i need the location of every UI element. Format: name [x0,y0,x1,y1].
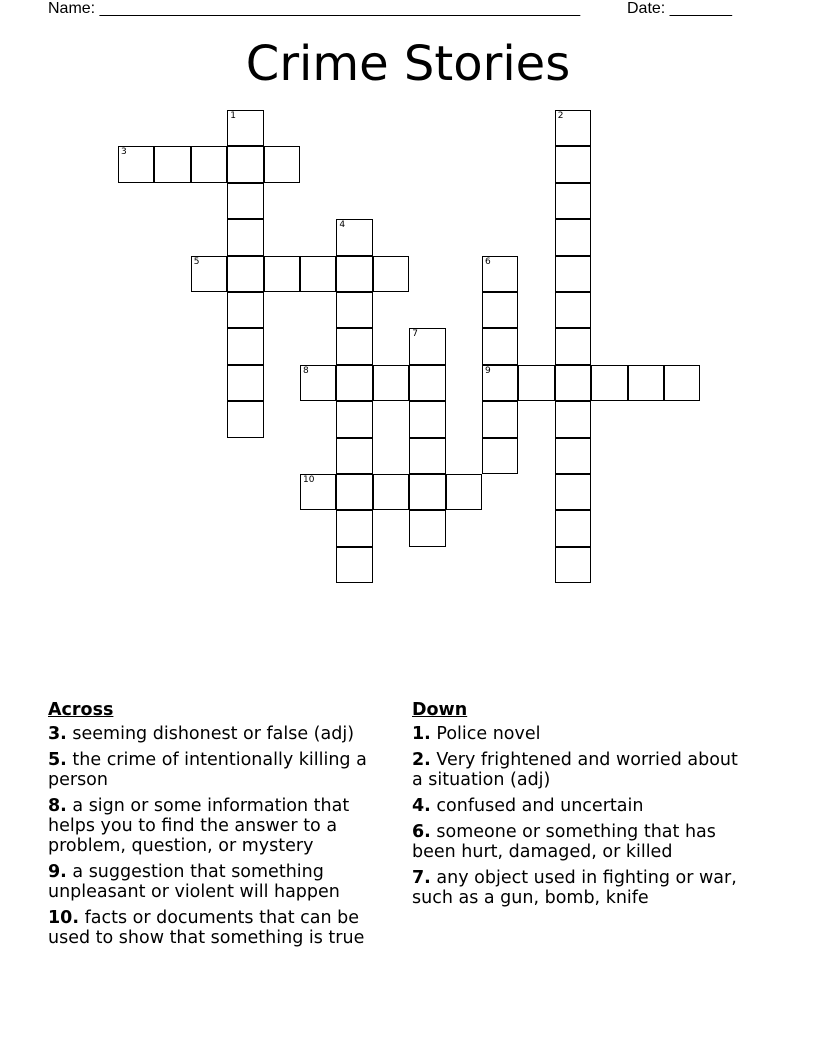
grid-cell [482,438,518,474]
clue-number: 10. [48,908,80,928]
grid-cell [227,365,263,401]
grid-cell [227,183,263,219]
grid-cell [409,510,445,546]
grid-cell [336,365,372,401]
grid-cell [555,547,591,583]
grid-cell [336,510,372,546]
cell-number: 5 [193,256,200,267]
across-heading: Across [48,700,114,720]
clue-number: 5. [48,750,67,770]
cell-number: 2 [557,111,564,121]
down-clue-7 [412,868,742,908]
grid-cell [300,365,336,401]
clue-text: Very frightened and worried about a situation (adj) [412,750,738,790]
grid-cell [264,256,300,292]
grid-cell [227,256,263,292]
grid-cell [191,256,227,292]
grid-cell [373,474,409,510]
grid-cell [482,292,518,328]
grid-cell [555,328,591,364]
down-heading: Down [412,700,468,720]
grid-cell [336,219,372,255]
name-field-line: Name: ______________________________________________________ [48,0,581,17]
grid-cell [409,328,445,364]
clue-number: 2. [412,750,431,770]
cell-number: 7 [412,329,418,340]
clue-number: 7. [412,868,431,888]
down-clue-6 [412,822,742,862]
cell-number: 10 [303,475,315,485]
grid-cell [555,110,591,146]
clue-number: 4. [412,796,431,816]
grid-cell [227,110,263,146]
clue-text: any object used in fighting or war, such as a gun, bomb, knife [412,868,737,908]
clue-text: confused and uncertain [436,796,644,816]
grid-cell [409,474,445,510]
grid-cell [409,438,445,474]
grid-cell [336,292,372,328]
cell-number: 6 [485,256,491,267]
grid-cell [555,219,591,255]
down-clues [412,700,742,914]
grid-cell [482,401,518,437]
clue-number: 3. [48,724,67,744]
grid-cell [482,256,518,292]
grid-cell [373,256,409,292]
grid-cell [555,510,591,546]
across-clue-3 [48,724,388,744]
grid-cell [227,219,263,255]
clue-text: a suggestion that something unpleasant or violent will happen [48,862,340,902]
grid-cell [482,328,518,364]
grid-cell [555,256,591,292]
grid-cell [446,474,482,510]
grid-cell [300,474,336,510]
grid-cell [336,328,372,364]
grid-cell [555,474,591,510]
across-clue-5 [48,750,388,790]
grid-cell [227,401,263,437]
grid-cell [555,292,591,328]
grid-cell [591,365,627,401]
down-clue-4 [412,796,742,816]
cell-number: 1 [230,111,236,121]
grid-cell [154,146,190,182]
grid-cell [555,365,591,401]
down-clue-2 [412,750,742,790]
clue-text: Police novel [436,724,541,744]
grid-cell [555,438,591,474]
grid-cell [336,547,372,583]
clue-text: a sign or some information that helps you to find the answer to a problem, question, or mystery [48,796,350,856]
clue-text: the crime of intentionally killing a person [48,750,367,790]
clue-number: 6. [412,822,431,842]
cell-number: 4 [339,220,346,231]
down-clue-1 [412,724,742,744]
page-title: Crime Stories [245,36,571,92]
grid-cell [227,292,263,328]
grid-cell [336,401,372,437]
cell-number: 9 [485,365,491,376]
clue-text: someone or something that has been hurt, damaged, or killed [412,822,716,862]
grid-cell [555,401,591,437]
grid-cell [336,256,372,292]
across-clue-10 [48,908,388,948]
clue-text: facts or documents that can be used to show that something is true [48,908,365,948]
grid-cell [336,438,372,474]
grid-cell [336,474,372,510]
grid-cell [227,146,263,182]
grid-cell [227,328,263,364]
grid-cell [300,256,336,292]
grid-cell [409,401,445,437]
grid-cell [191,146,227,182]
across-clues [48,700,388,954]
grid-cell [264,146,300,182]
grid-cell [373,365,409,401]
across-clue-9 [48,862,388,902]
grid-cell [555,183,591,219]
across-clue-8 [48,796,388,856]
grid-cell [409,365,445,401]
grid-cell [664,365,700,401]
grid-cell [118,146,154,182]
grid-cell [555,146,591,182]
clue-text: seeming dishonest or false (adj) [72,724,355,744]
date-field-line: Date: _______ [627,0,732,17]
grid-cell [628,365,664,401]
clue-number: 9. [48,862,67,882]
cell-number: 8 [303,365,309,376]
clue-number: 8. [48,796,67,816]
grid-cell [518,365,554,401]
clue-number: 1. [412,724,431,744]
cell-number: 3 [121,147,127,158]
grid-cell [482,365,518,401]
